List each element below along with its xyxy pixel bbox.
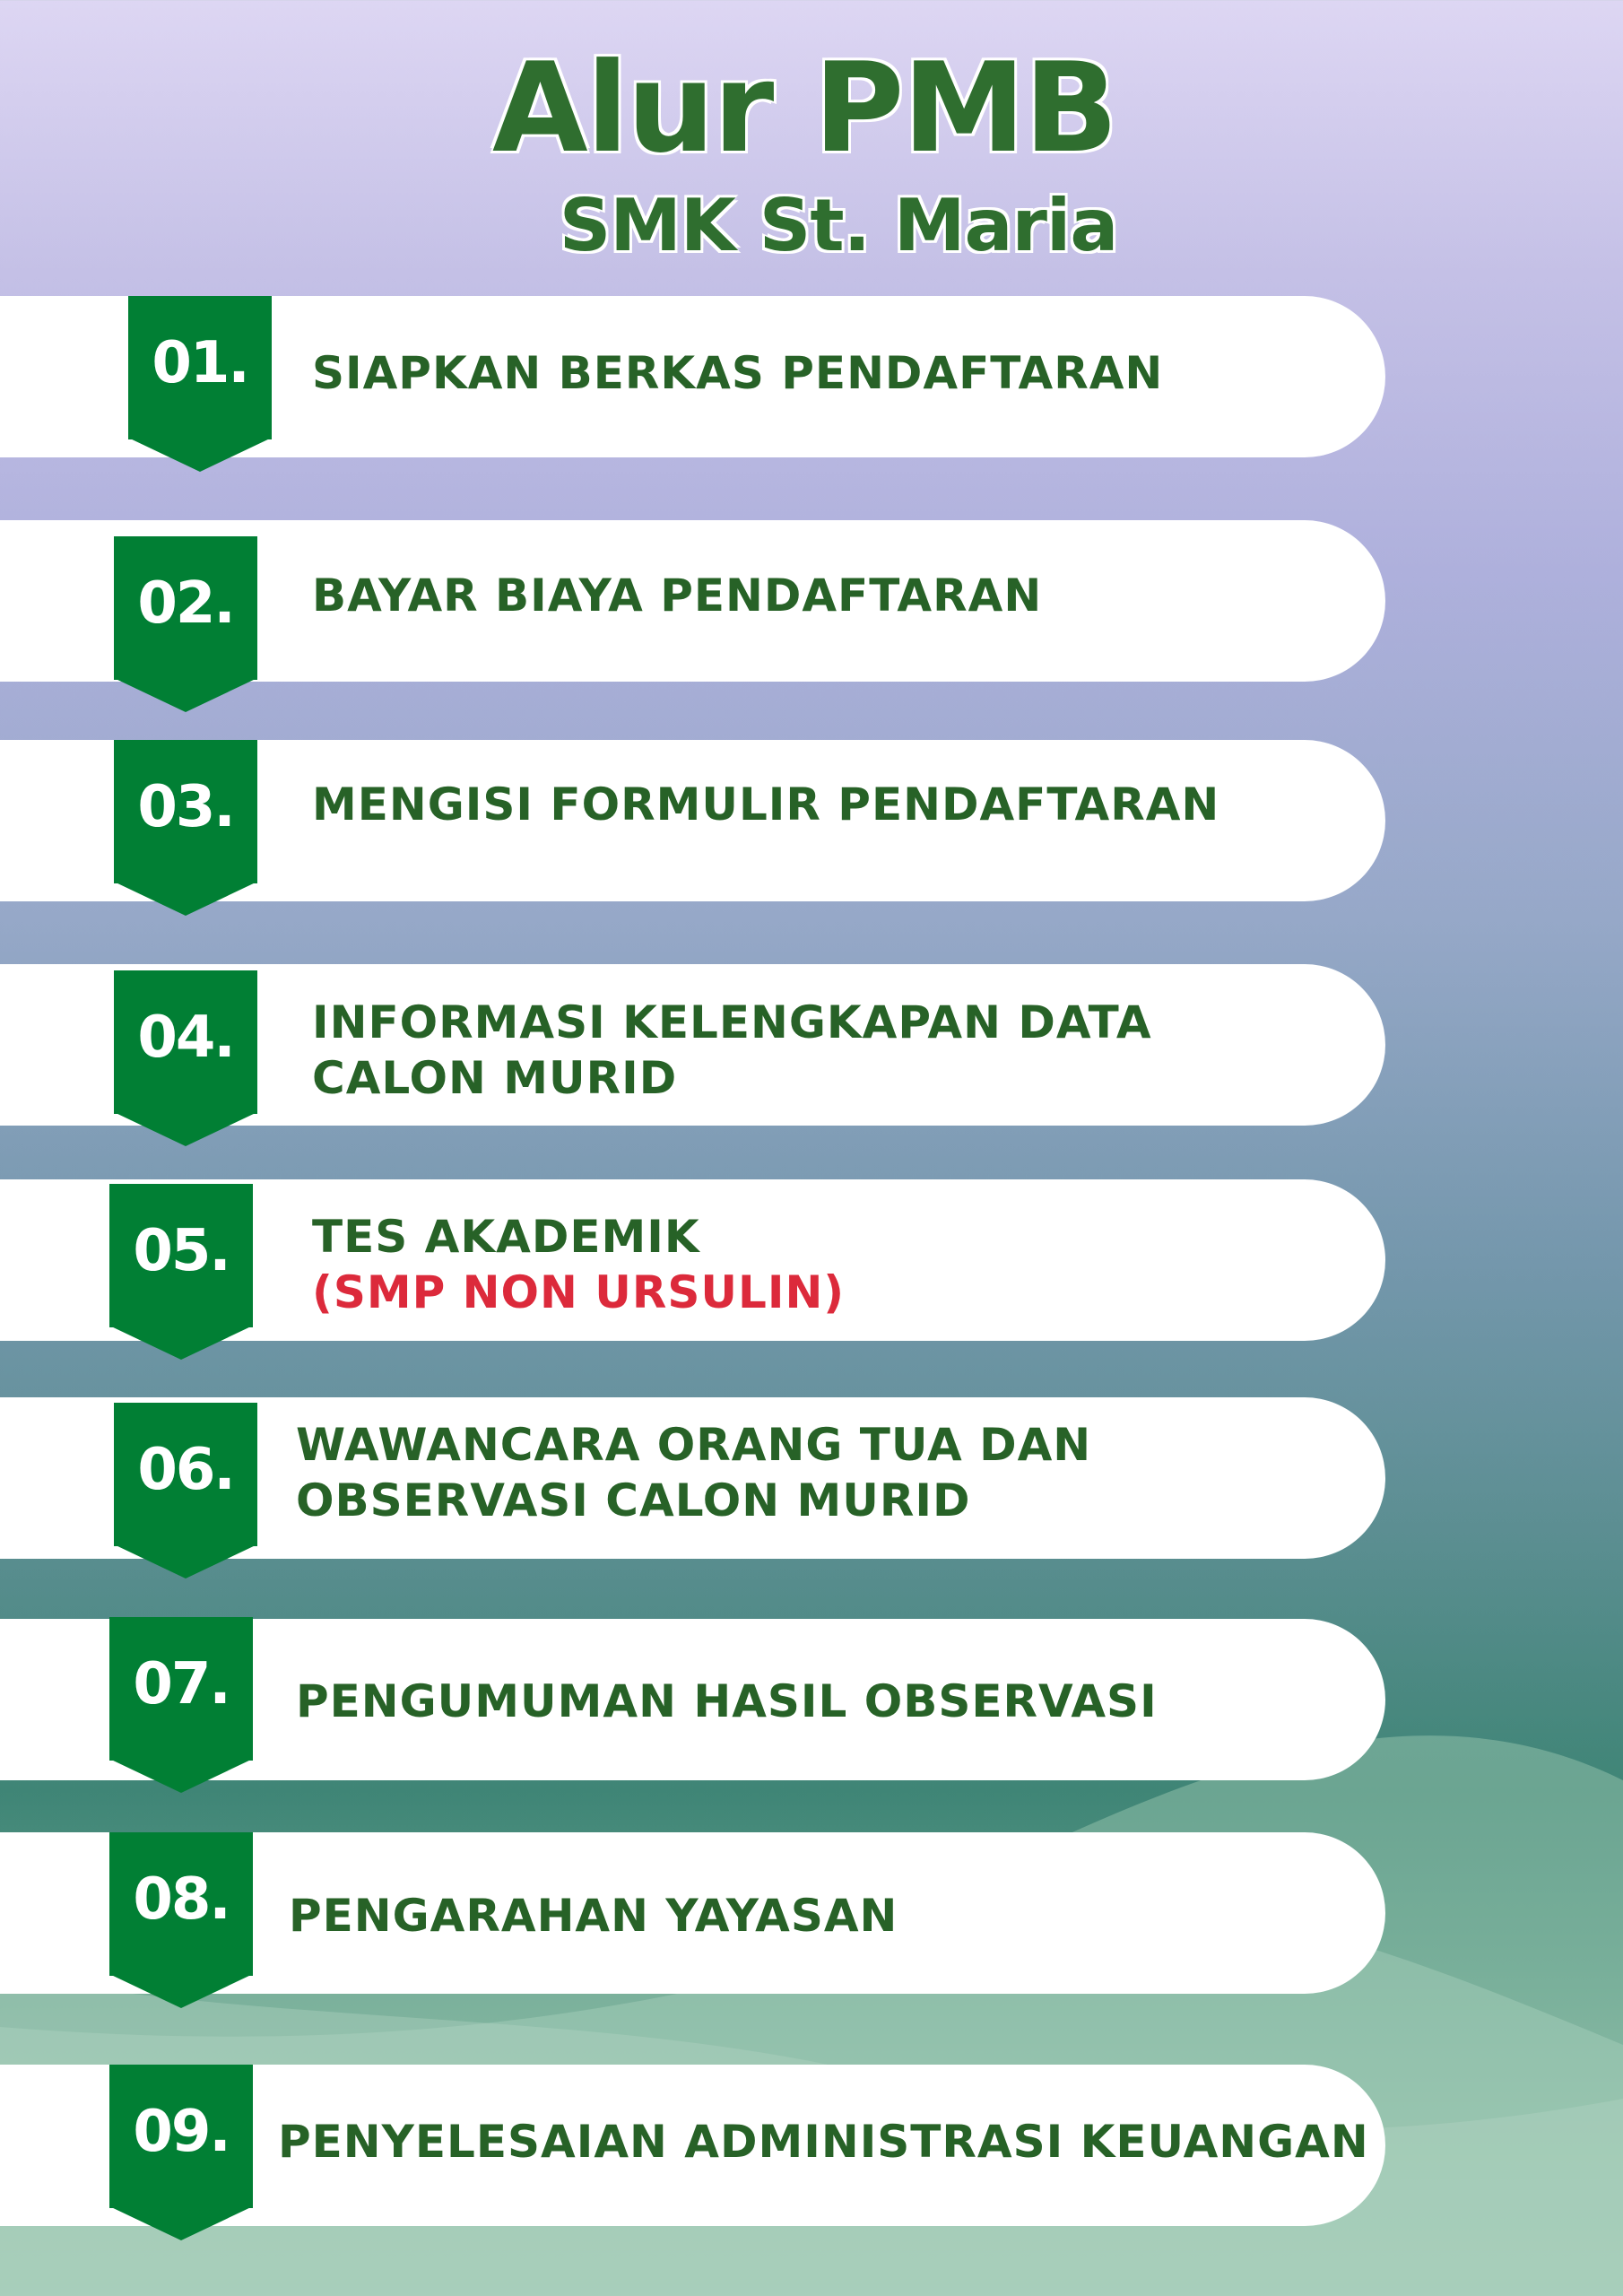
step-number-badge: 06. [114, 1403, 257, 1546]
page-subtitle: SMK St. Maria [559, 184, 1118, 267]
step-number-badge: 02. [114, 536, 257, 680]
page-title: Alur PMB [491, 36, 1117, 180]
step-label-line-1: WAWANCARA ORANG TUA DAN [296, 1419, 1092, 1471]
step-label: PENYELESAIAN ADMINISTRASI KEUANGAN [278, 2116, 1369, 2168]
step-label: SIAPKAN BERKAS PENDAFTARAN [312, 347, 1164, 399]
step-number-badge: 01. [128, 296, 272, 439]
step-label-line-2: OBSERVASI CALON MURID [296, 1474, 971, 1526]
step-number-badge: 05. [109, 1184, 253, 1327]
step-label: MENGISI FORMULIR PENDAFTARAN [312, 778, 1220, 831]
step-label-line-1: TES AKADEMIK [312, 1211, 700, 1263]
step-label-line-1: INFORMASI KELENGKAPAN DATA [312, 996, 1152, 1048]
step-number-badge: 03. [114, 740, 257, 883]
step-label: BAYAR BIAYA PENDAFTARAN [312, 570, 1043, 622]
step-label: PENGARAHAN YAYASAN [289, 1890, 898, 1942]
step-number-badge: 07. [109, 1617, 253, 1761]
step-label [296, 1417, 1091, 1528]
step-label [312, 1209, 845, 1320]
step-note-highlight: (SMP NON URSULIN) [312, 1266, 846, 1318]
step-label-line-2: CALON MURID [312, 1052, 678, 1104]
step-number-badge: 09. [109, 2065, 253, 2208]
step-number-badge: 08. [109, 1832, 253, 1976]
step-label [312, 995, 1152, 1106]
step-label: PENGUMUMAN HASIL OBSERVASI [296, 1675, 1158, 1727]
step-number-badge: 04. [114, 970, 257, 1114]
